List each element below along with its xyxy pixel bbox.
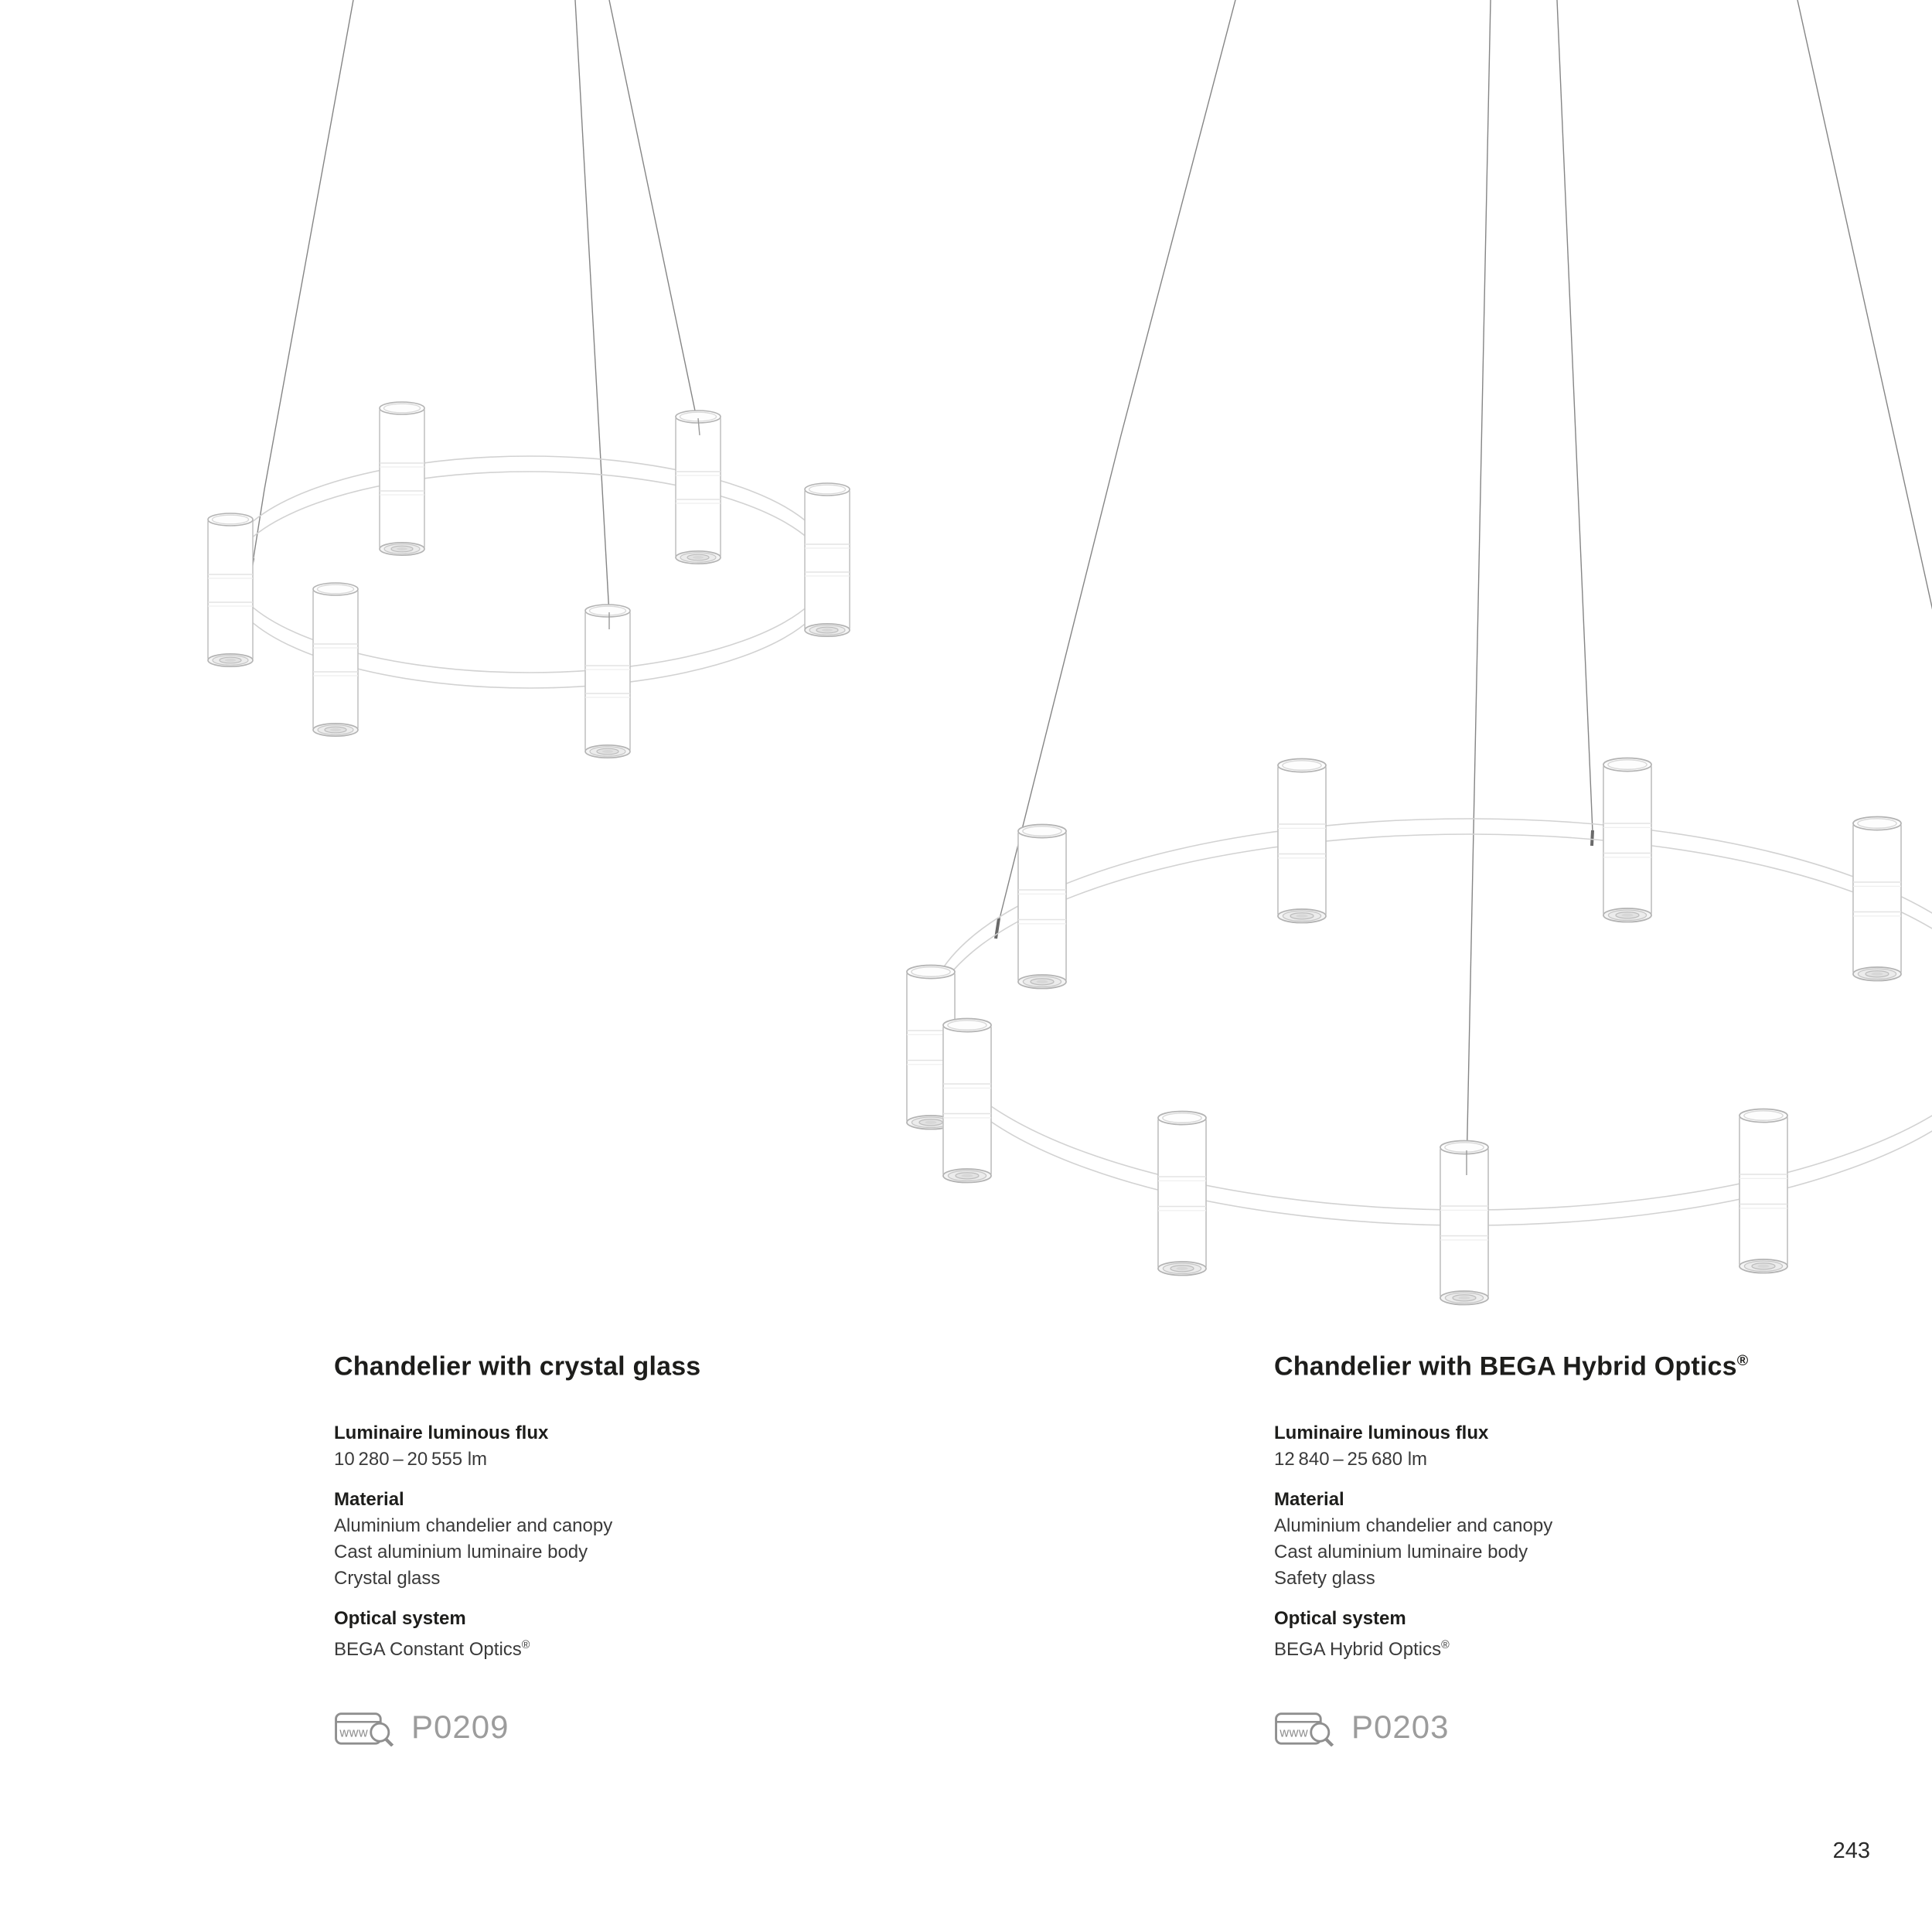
product-title bbox=[1274, 1345, 1923, 1382]
spec-value: Cast aluminium luminaire body bbox=[1274, 1542, 1528, 1563]
www-search-icon bbox=[1274, 1708, 1337, 1746]
optics-name: BEGA Hybrid Optics bbox=[1274, 1639, 1442, 1661]
luminaire-cylinder bbox=[1440, 1140, 1488, 1304]
spec-label: Optical system bbox=[1274, 1608, 1406, 1630]
page-number: 243 bbox=[1832, 1838, 1870, 1863]
registered-mark: ® bbox=[1736, 1352, 1749, 1369]
spec-optical-system bbox=[334, 1606, 983, 1663]
luminaire-cylinder bbox=[380, 402, 424, 555]
luminaire-cylinder bbox=[676, 411, 721, 564]
spec-label: Material bbox=[334, 1489, 404, 1511]
optics-name: BEGA Constant Optics bbox=[334, 1639, 522, 1661]
chandelier-hybrid-optics-rendering bbox=[907, 0, 1932, 1305]
spec-luminous-flux bbox=[1274, 1420, 1923, 1473]
product-code[interactable]: P0203 bbox=[1351, 1709, 1450, 1746]
spec-value: Cast aluminium luminaire body bbox=[334, 1542, 588, 1563]
product-code-link[interactable] bbox=[334, 1708, 983, 1746]
suspension-cables bbox=[996, 0, 1932, 1169]
spec-optical-system bbox=[1274, 1606, 1923, 1663]
spec-value bbox=[1274, 1632, 1923, 1663]
registered-mark: ® bbox=[521, 1639, 530, 1652]
spec-value: Crystal glass bbox=[334, 1568, 441, 1590]
product-info-crystal bbox=[334, 1345, 983, 1746]
product-code[interactable]: P0209 bbox=[411, 1709, 509, 1746]
luminaires bbox=[907, 758, 1901, 1304]
suspension-cables bbox=[250, 0, 700, 615]
www-label: www bbox=[1279, 1726, 1309, 1740]
registered-mark: ® bbox=[1441, 1639, 1450, 1652]
spec-material bbox=[334, 1487, 983, 1592]
luminaire-cylinder bbox=[1278, 758, 1326, 922]
spec-value: Aluminium chandelier and canopy bbox=[1274, 1515, 1553, 1537]
product-title-text: Chandelier with BEGA Hybrid Optics bbox=[1274, 1351, 1737, 1382]
luminaire-cylinder bbox=[1018, 824, 1066, 988]
luminaire-cylinder bbox=[943, 1018, 991, 1182]
product-info-hybrid bbox=[1274, 1345, 1923, 1746]
product-title bbox=[334, 1345, 983, 1382]
luminaires bbox=[208, 402, 850, 758]
spec-value: 10 280 – 20 555 lm bbox=[334, 1449, 488, 1470]
product-code-link[interactable] bbox=[1274, 1708, 1923, 1746]
luminaire-cylinder bbox=[313, 583, 358, 736]
luminaire-cylinder bbox=[585, 605, 630, 758]
spec-label: Material bbox=[1274, 1489, 1344, 1511]
spec-label: Luminaire luminous flux bbox=[1274, 1423, 1489, 1444]
spec-value: Aluminium chandelier and canopy bbox=[334, 1515, 613, 1537]
spec-material bbox=[1274, 1487, 1923, 1592]
spec-label: Optical system bbox=[334, 1608, 466, 1630]
spec-value: Safety glass bbox=[1274, 1568, 1375, 1590]
www-label: www bbox=[339, 1726, 369, 1740]
spec-luminous-flux bbox=[334, 1420, 983, 1473]
luminaire-cylinder bbox=[208, 513, 253, 666]
spec-label: Luminaire luminous flux bbox=[334, 1423, 549, 1444]
spec-value: 12 840 – 25 680 lm bbox=[1274, 1449, 1428, 1470]
luminaire-cylinder bbox=[805, 483, 850, 636]
spec-value bbox=[334, 1632, 983, 1663]
chandelier-crystal-glass-rendering bbox=[208, 0, 850, 758]
product-title-text: Chandelier with crystal glass bbox=[334, 1351, 701, 1382]
www-search-icon bbox=[334, 1708, 397, 1746]
luminaire-cylinder bbox=[1853, 816, 1901, 980]
luminaire-cylinder bbox=[1739, 1109, 1787, 1273]
luminaire-cylinder bbox=[1603, 758, 1651, 922]
luminaire-cylinder bbox=[1158, 1111, 1206, 1275]
